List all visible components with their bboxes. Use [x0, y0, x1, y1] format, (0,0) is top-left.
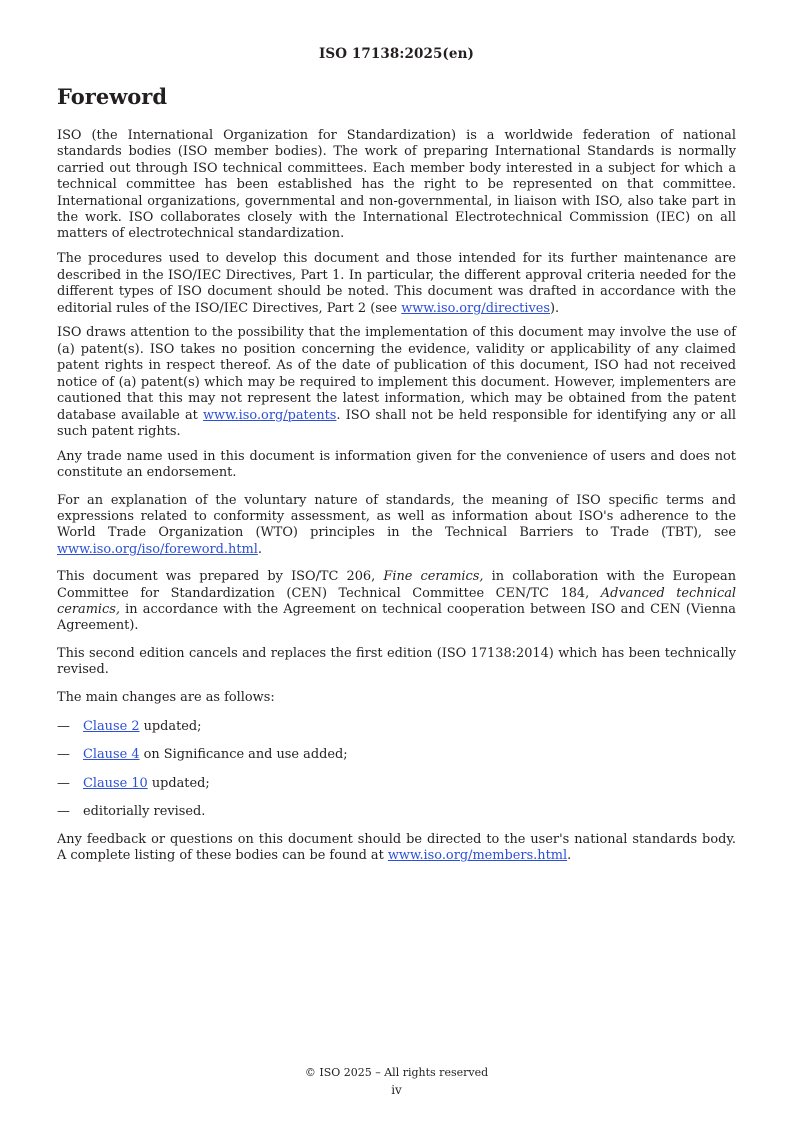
- clause-2-link[interactable]: Clause 2: [83, 719, 140, 735]
- foreword-body: [57, 128, 736, 873]
- paragraph-text: Any feedback or questions on this document should be directed to the user's national standards body. A complete listing of these bodies can be found at: [57, 831, 736, 864]
- list-item-text: [83, 747, 348, 763]
- directives-link[interactable]: www.iso.org/directives: [401, 300, 550, 316]
- paragraph-text: .: [257, 541, 262, 557]
- dash-bullet: —: [57, 719, 70, 735]
- committee-name: Fine ceramics,: [383, 569, 484, 585]
- paragraph-text: This document was prepared by ISO/TC 206,: [57, 569, 384, 585]
- dash-bullet: —: [57, 747, 70, 763]
- paragraph-changes-intro: The main changes are as follows:: [57, 689, 275, 705]
- list-item-text: [83, 776, 210, 792]
- paragraph-text: ISO draws attention to the possibility that the implementation of this document may involve the use of (a) patent(s). ISO takes no position concerning the evidence, validity or applicability of any claimed patent rights in respect thereof. As of the date of publication of this document, ISO had not received notice of (a) patent(s) which may be required to implement this document. However, implementers are cautioned that this may not represent the latest information, which may be obtained from the patent database available at: [57, 325, 736, 423]
- paragraph-trade-name: Any trade name used in this document is information given for the convenience of users and does not constitute an endorsement.: [57, 448, 736, 481]
- document-identifier: ISO 17138:2025(en): [318, 46, 475, 62]
- paragraph-text: . ISO shall not be held responsible for identifying any or all such patent rights.: [57, 407, 736, 439]
- paragraph-text: The procedures used to develop this document and those intended for its further maintenance are described in the ISO/IEC Directives, Part 1. In particular, the different approval criteria needed for the different types of ISO document should be noted. This document was drafted in accordance with the editorial rules of the ISO/IEC Directives, Part 2 (see: [57, 251, 736, 316]
- clause-4-link[interactable]: Clause 4: [83, 747, 140, 763]
- list-item-text: [83, 719, 202, 735]
- paragraph-text: .: [567, 848, 572, 864]
- paragraph-prepared-by: [57, 569, 736, 635]
- members-link[interactable]: www.iso.org/members.html: [387, 848, 568, 864]
- clause-10-link[interactable]: Clause 10: [83, 775, 148, 791]
- paragraph-text: For an explanation of the voluntary nature of standards, the meaning of ISO specific terms and expressions related to conformity assessment, as well as information about ISO's adherence to the World Trade Organization (WTO) principles in the Technical Barriers to Trade (TBT), see: [57, 492, 736, 541]
- dash-bullet: —: [57, 775, 70, 791]
- paragraph-iso-intro: ISO (the International Organization for Standardization) is a worldwide federation of national standards bodies (ISO member bodies). The work of preparing International Standards is normally carried out through ISO technical committees. Each member body interested in a subject for which a technical committee has been established has the right to be represented on that committee. International organizations, governmental and non-governmental, in liaison with ISO, also take part in the work. ISO collaborates closely with the International Electrotechnical Commission (IEC) on all matters of electrotechnical standardization.: [57, 128, 736, 242]
- committee-name: Advanced technical ceramics,: [57, 585, 737, 618]
- list-item-label: editorially revised.: [83, 803, 206, 819]
- paragraph-edition: This second edition cancels and replaces the first edition (ISO 17138:2014) which has been technically revised.: [57, 645, 736, 678]
- list-item-label: updated;: [147, 775, 210, 791]
- paragraph-voluntary-nature: [57, 493, 736, 559]
- dash-bullet: —: [57, 803, 70, 819]
- paragraph-text: in collaboration with the European Committee for Standardization (CEN) Technical Committee CEN/TC 184,: [57, 569, 737, 601]
- changes-list: [57, 719, 736, 820]
- page-footer: [0, 1066, 793, 1097]
- paragraph-text: in accordance with the Agreement on technical cooperation between ISO and CEN (Vienna Agreement).: [57, 602, 736, 634]
- copyright-notice: © ISO 2025 – All rights reserved: [304, 1066, 489, 1079]
- list-item: [57, 747, 736, 763]
- page-number: iv: [391, 1083, 402, 1097]
- paragraph-patents: [57, 325, 736, 440]
- patents-link[interactable]: www.iso.org/patents: [203, 407, 337, 423]
- list-item: [57, 804, 736, 820]
- paragraph-feedback: [57, 832, 736, 865]
- list-item-label: on Significance and use added;: [139, 747, 348, 763]
- page-title: Foreword: [57, 84, 168, 109]
- foreword-link[interactable]: www.iso.org/iso/foreword.html: [57, 541, 258, 557]
- paragraph-procedures: [57, 251, 736, 317]
- paragraph-text: ).: [550, 300, 560, 316]
- list-item-label: updated;: [139, 719, 202, 735]
- list-item: [57, 776, 736, 792]
- list-item: [57, 719, 736, 735]
